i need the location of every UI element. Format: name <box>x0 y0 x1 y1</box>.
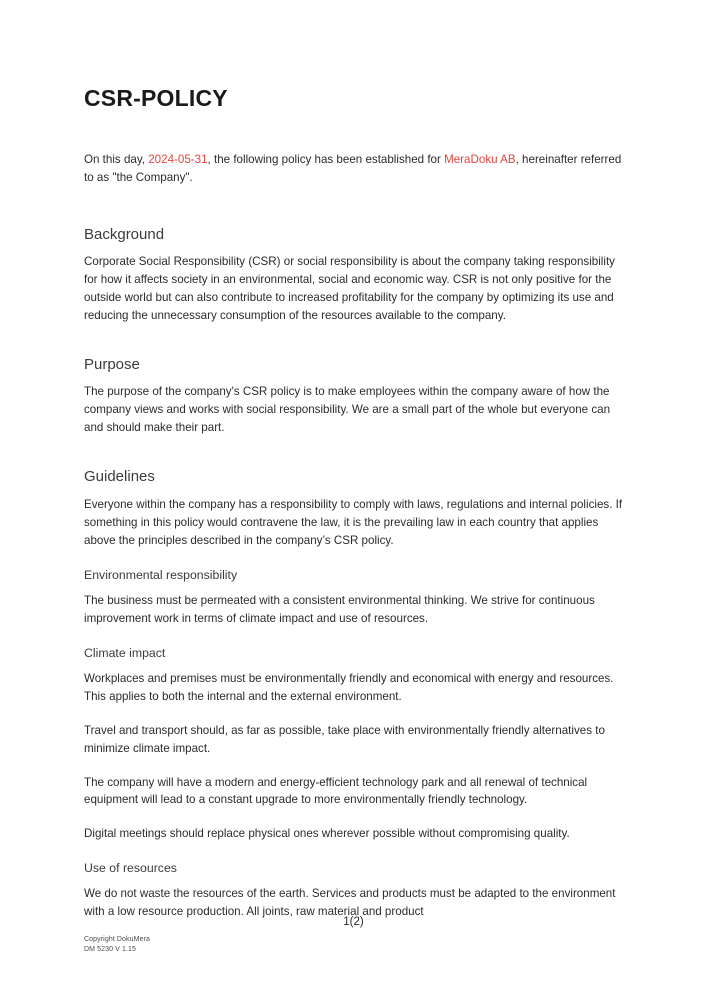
paragraph: Digital meetings should replace physical ones wherever possible without compromising quality. <box>84 827 570 841</box>
footer-doc-id: DM 5230 V 1.15 <box>84 946 136 954</box>
paragraph: Travel and transport should, as far as possible, take place with environmentally friendly alternatives to minimize climate impact. <box>84 723 605 755</box>
paragraph: Corporate Social Responsibility (CSR) or social responsibility is about the company taking responsibility for how it affects society in an environmental, social and economic way. CSR is not only positive for the outside world but can also contribute to increased profitability for the company by optimizing its use and reducing the unnecessary consumption of the resources available to the company. <box>84 255 615 322</box>
section-purpose <box>84 355 624 437</box>
section-heading-guidelines: Guidelines <box>84 468 155 486</box>
page-number: 1(2) <box>343 916 364 928</box>
intro-before-date: On this day, <box>84 152 149 166</box>
subsection-heading-use-of-resources: Use of resources <box>84 861 177 876</box>
paragraph: The purpose of the company's CSR policy is to make employees within the company aware of how the company views and works with social responsibility. We are a small part of the whole but everyone can and should make their part. <box>84 385 611 435</box>
footer-copyright: Copyright DokuMera <box>84 936 150 943</box>
subsection-heading-climate-impact: Climate impact <box>84 645 166 660</box>
intro-between: , the following policy has been established for <box>207 152 445 166</box>
intro-paragraph <box>84 151 624 187</box>
section-heading-background: Background <box>84 225 165 243</box>
policy-date: 2024-05-31 <box>148 152 208 166</box>
page-footer <box>0 915 707 954</box>
section-background <box>84 225 624 325</box>
page-title: CSR-POLICY <box>84 85 228 111</box>
paragraph: We do not waste the resources of the earth. Services and products must be adapted to the environment with a low resource production. All joints, raw material and product <box>84 887 616 919</box>
section-heading-purpose: Purpose <box>84 355 140 373</box>
subsection-use-of-resources <box>84 861 624 921</box>
subsection-environmental-responsibility <box>84 568 624 628</box>
paragraph: The business must be permeated with a consistent environmental thinking. We strive for continuous improvement work in terms of climate impact and use of resources. <box>84 593 595 625</box>
section-guidelines <box>84 467 624 921</box>
document-body <box>84 0 624 921</box>
paragraph: The company will have a modern and energy-efficient technology park and all renewal of technical equipment will lead to a constant upgrade to more environmentally friendly technology. <box>84 775 588 807</box>
paragraph: Everyone within the company has a responsibility to comply with laws, regulations and internal policies. If something in this policy would contravene the law, it is the prevailing law in each country that applies above the principles described in the company’s CSR policy. <box>84 497 623 547</box>
intro-after-company: , hereinafter referred to as "the Company". <box>84 152 622 184</box>
company-name: MeraDoku AB <box>444 152 516 166</box>
subsection-climate-impact <box>84 646 624 844</box>
paragraph: Workplaces and premises must be environmentally friendly and economical with energy and resources. This applies to both the internal and the external environment. <box>84 671 614 703</box>
footer-metadata <box>84 935 150 955</box>
subsection-heading-environmental-responsibility: Environmental responsibility <box>84 567 238 582</box>
